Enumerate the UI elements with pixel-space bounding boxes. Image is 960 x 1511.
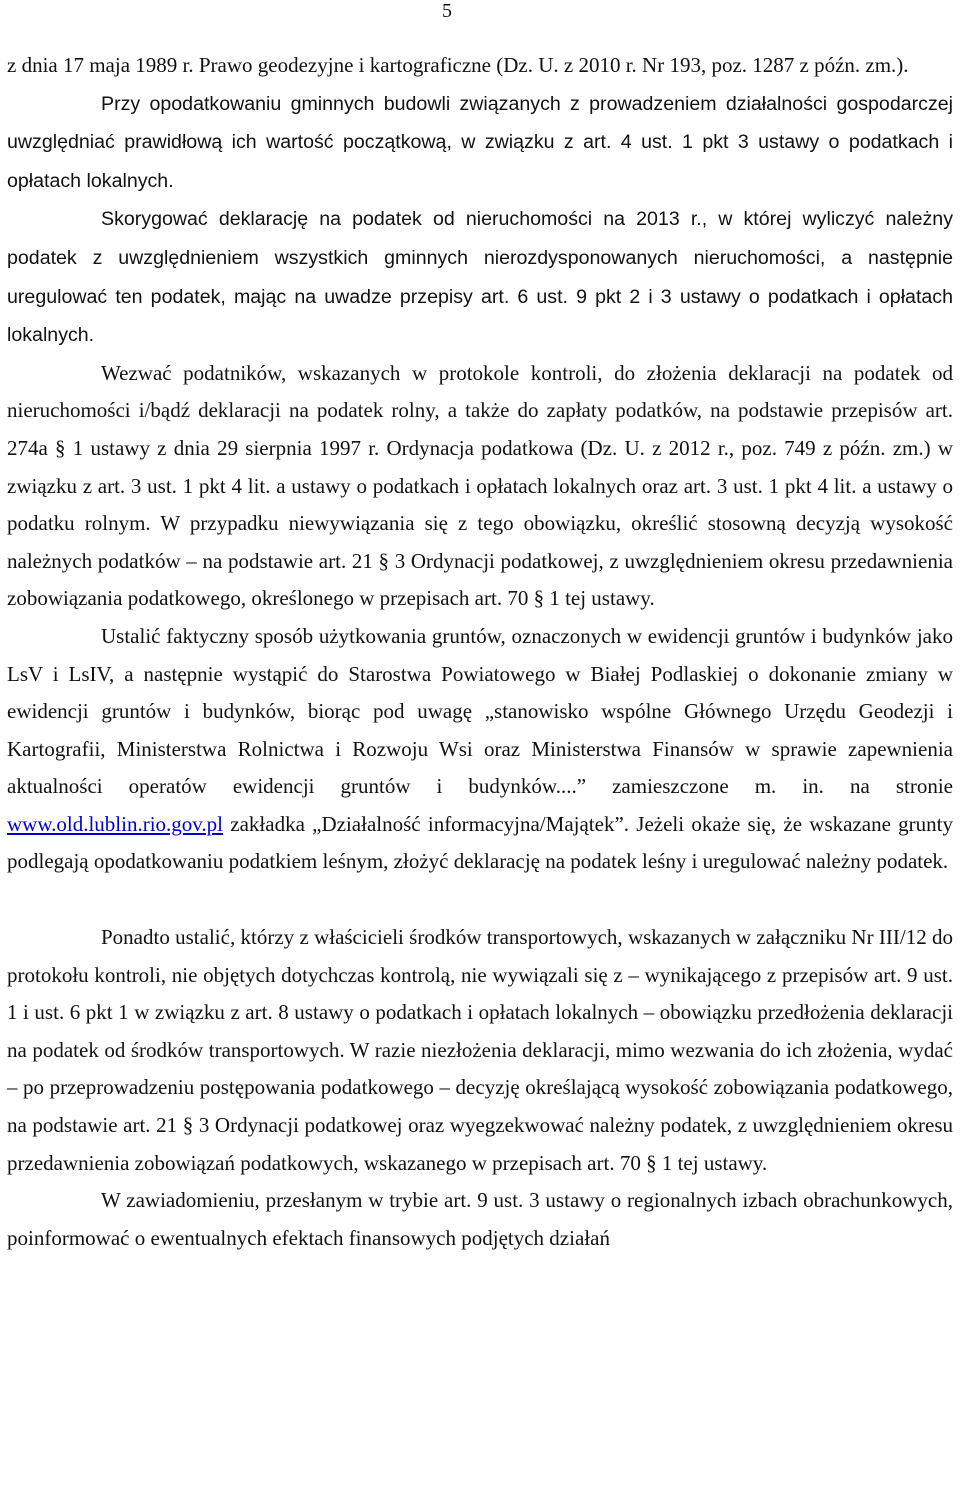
- paragraph-land-use: [7, 618, 953, 881]
- paragraph-notification: [7, 1182, 953, 1257]
- paragraph-spacer: [7, 881, 953, 919]
- paragraph-text: z dnia 17 maja 1989 r. Prawo geodezyjne i kartograficzne (Dz. U. z 2010 r. Nr 193, poz. 1287 z późn. zm.).: [7, 53, 909, 77]
- paragraph-declaration-correction: [7, 200, 953, 354]
- document-body: [7, 47, 953, 1257]
- paragraph-text: Ponadto ustalić, którzy z właścicieli środków transportowych, wskazanych w załączniku Nr III/12 do protokołu kontroli, nie objętych dotychczas kontrolą, nie wywiązali się z – wynikającego z przepisów art. 9 ust. 1 i ust. 6 pkt 1 w związku z art. 8 ustawy o podatkach i opłatach lokalnych – obowiązku przedłożenia deklaracji na podatek od środków transportowych. W razie niezłożenia deklaracji, mimo wezwania do ich złożenia, wydać – po przeprowadzeniu postępowania podatkowego – decyzję określającą wysokość zobowiązania podatkowego, na podstawie art. 21 § 3 Ordynacji podatkowej oraz wyegzekwować należny podatek, z uwzględnieniem okresu przedawnienia zobowiązań podatkowych, wskazanego w przepisach art. 70 § 1 tej ustawy.: [7, 925, 953, 1175]
- paragraph-text-continued: zakładka „Działalność informacyjna/Majątek”. Jeżeli okaże się, że wskazane grunty podlegają opodatkowaniu podatkiem leśnym, złożyć deklarację na podatek leśny i uregulować należny podatek.: [7, 811, 953, 874]
- page-number: 5: [442, 0, 452, 22]
- website-link[interactable]: www.old.lublin.rio.gov.pl: [7, 811, 224, 836]
- paragraph-transport-tax: [7, 919, 953, 1182]
- paragraph-text: Przy opodatkowaniu gminnych budowli związanych z prowadzeniem działalności gospodarczej uwzględniać prawidłową ich wartość początkową, w związku z art. 4 ust. 1 pkt 3 ustawy o podatkach i opłatach lokalnych.: [7, 92, 953, 192]
- paragraph-text-continued: , w której wyliczyć należny podatek z uwzględnieniem wszystkich gminnych nierozdysponowanych nieruchomości, a następnie uregulować ten podatek, mając na uwadze przepisy art. 6 ust. 9 pkt 2 i 3 ustawy o podatkach i opłatach lokalnych.: [7, 208, 953, 347]
- paragraph-text: Skorygować deklarację na podatek od nieruchomości na 2013 r.: [101, 208, 702, 231]
- paragraph-text: W zawiadomieniu, przesłanym w trybie art. 9 ust. 3 ustawy o regionalnych izbach obrachunkowych, poinformować o ewentualnych efektach finansowych podjętych działań: [7, 1188, 953, 1250]
- paragraph-text: Wezwać podatników, wskazanych w protokole kontroli, do złożenia deklaracji na podatek od nieruchomości i/bądź deklaracji na podatek rolny, a także do zapłaty podatków, na podstawie przepisów art. 274a § 1 ustawy z dnia 29 sierpnia 1997 r. Ordynacja podatkowa (Dz. U. z 2012 r., poz. 749 z późn. zm.) w związku z art. 3 ust. 1 pkt 4 lit. a ustawy o podatkach i opłatach lokalnych oraz art. 3 ust. 1 pkt 4 lit. a ustawy o podatku rolnym. W przypadku niewywiązania się z tego obowiązku, określić stosowną decyzją wysokość należnych podatków – na podstawie art. 21 § 3 Ordynacji podatkowej, z uwzględnieniem okresu przedawnienia zobowiązania podatkowego, określonego w przepisach art. 70 § 1 tej ustawy.: [7, 360, 953, 611]
- paragraph-building-valuation: [7, 85, 953, 201]
- paragraph-text: Ustalić faktyczny sposób użytkowania gruntów, oznaczonych w ewidencji gruntów i budynków jako LsV i LsIV, a następnie wystąpić do Starostwa Powiatowego w Białej Podlaskiej o dokonanie zmiany w ewidencji gruntów i budynków, biorąc pod uwagę „stanowisko wspólne Głównego Urzędu Geodezji i Kartografii, Ministerstwa Rolnictwa i Rozwoju Wsi oraz Ministerstwa Finansów w sprawie zapewnienia aktualności operatów ewidencji gruntów i budynków....” zamieszczone m. in. na stronie: [7, 623, 953, 799]
- paragraph-taxpayer-summons: [7, 355, 953, 618]
- paragraph-law-reference: [7, 47, 953, 85]
